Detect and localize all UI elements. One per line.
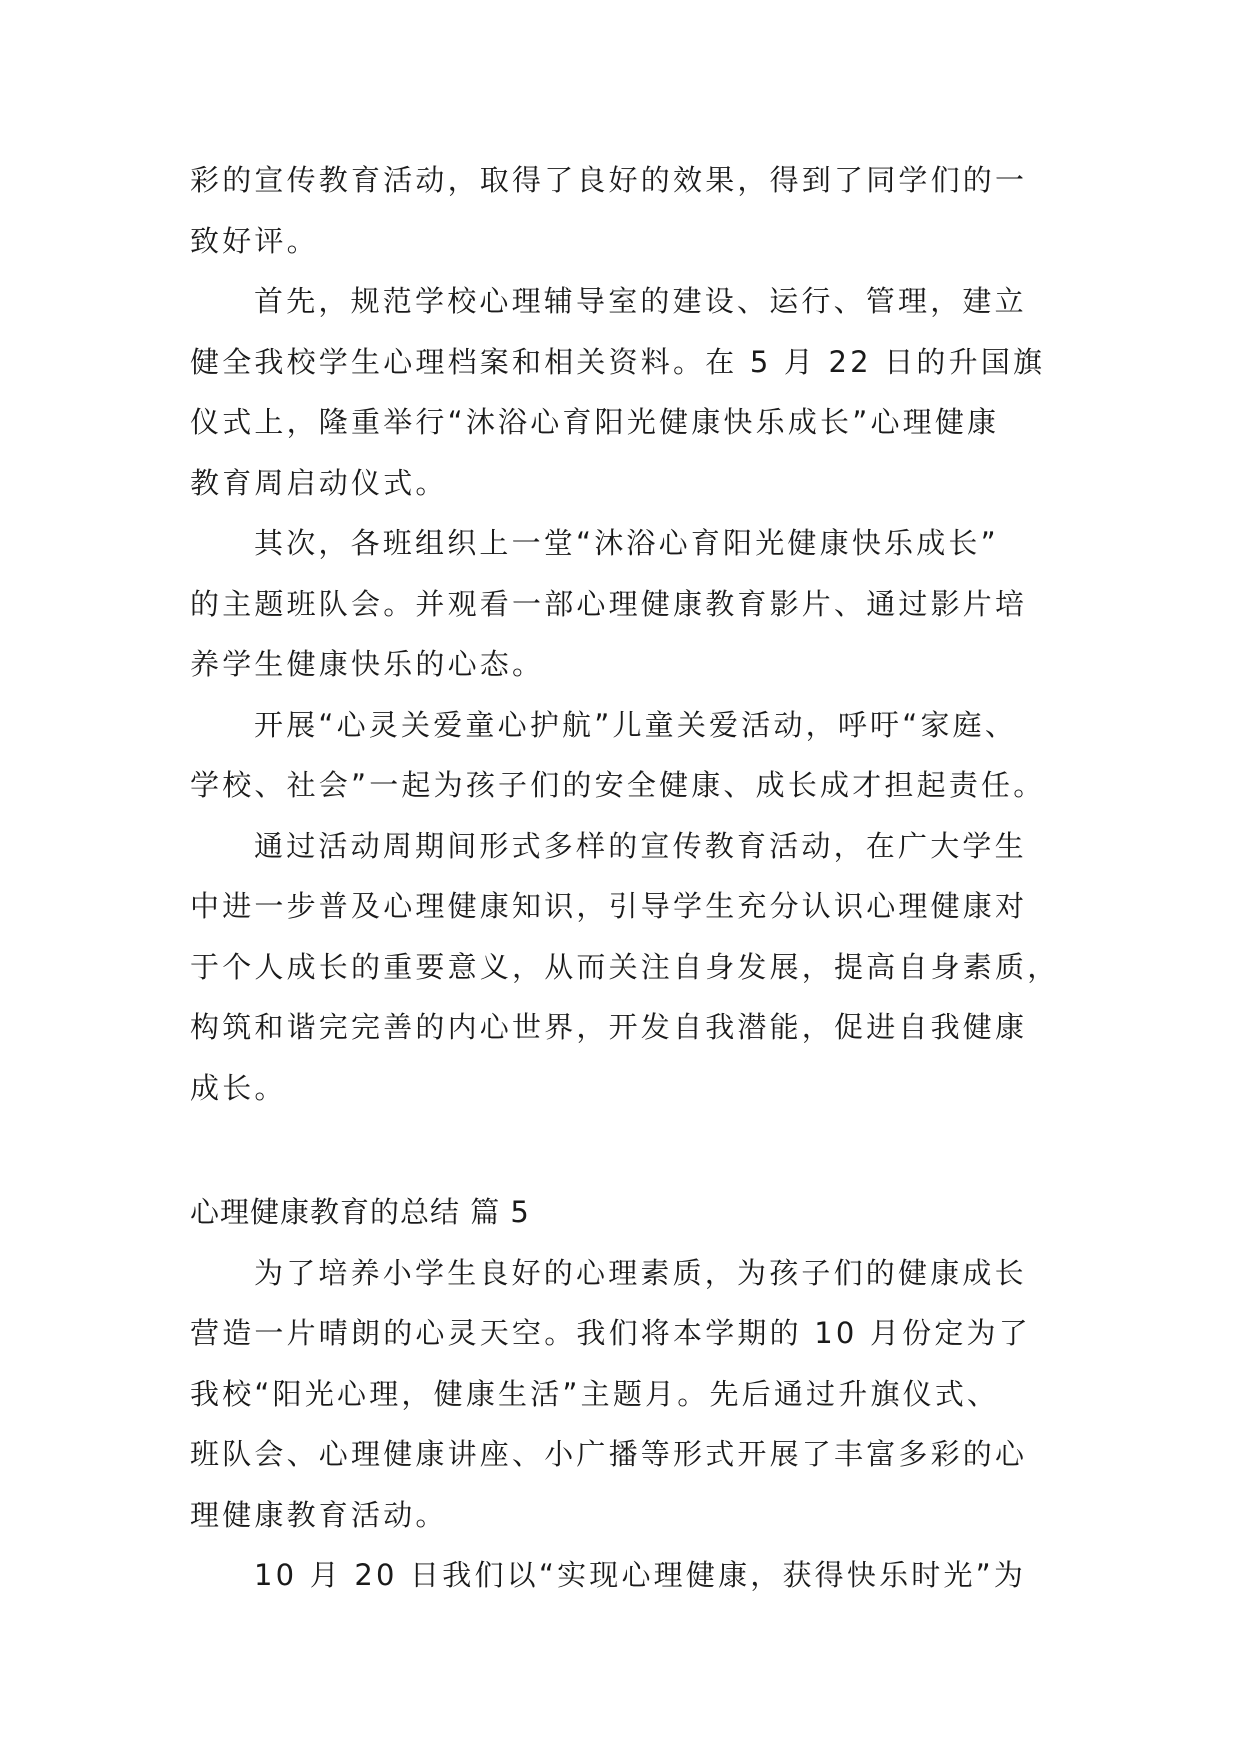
- text-line: 构筑和谐完完善的内心世界，开发自我潜能，促进自我健康: [190, 1010, 1028, 1044]
- section-heading: 心理健康教育的总结 篇 5: [190, 1195, 530, 1229]
- text-line: 于个人成长的重要意义，从而关注自身发展，提高自身素质，: [190, 949, 1060, 984]
- text-line: 营造一片晴朗的心灵天空。我们将本学期的 10 月份定为了: [190, 1316, 1031, 1350]
- paragraph-first-line: 10 月 20 日我们以“实现心理健康，获得快乐时光”为: [254, 1558, 1027, 1592]
- text-line: 中进一步普及心理健康知识，引导学生充分认识心理健康对: [190, 889, 1028, 923]
- text-line: 养学生健康快乐的心态。: [190, 647, 545, 681]
- paragraph-first-line: 为了培养小学生良好的心理素质，为孩子们的健康成长: [254, 1255, 1027, 1290]
- text-line: 成长。: [190, 1070, 287, 1105]
- text-line: 班队会、心理健康讲座、小广播等形式开展了丰富多彩的心: [190, 1437, 1028, 1471]
- section-spacer: [190, 1118, 1070, 1182]
- paragraph-first-line: 首先，规范学校心理辅导室的建设、运行、管理，建立: [254, 284, 1027, 318]
- paragraph-first-line: 其次，各班组织上一堂“沐浴心育阳光健康快乐成长”: [254, 526, 999, 560]
- text-line: 致好评。: [190, 223, 319, 258]
- paragraph-first-line: 开展“心灵关爱童心护航”儿童关爱活动，呼吁“家庭、: [254, 707, 1018, 742]
- document-page: [190, 150, 1070, 1606]
- text-line: 健全我校学生心理档案和相关资料。在 5 月 22 日的升国旗: [190, 344, 1046, 379]
- text-line: 仪式上，隆重举行“沐浴心育阳光健康快乐成长”心理健康: [190, 405, 1000, 439]
- text-line: 学校、社会”一起为孩子们的安全健康、成长成才担起责任。: [190, 768, 1046, 802]
- text-line: 的主题班队会。并观看一部心理健康教育影片、通过影片培: [190, 586, 1028, 621]
- paragraph-first-line: 通过活动周期间形式多样的宣传教育活动，在广大学生: [254, 828, 1027, 863]
- text-line: 教育周启动仪式。: [190, 465, 448, 500]
- text-line: 彩的宣传教育活动，取得了良好的效果，得到了同学们的一: [190, 163, 1028, 197]
- text-line: 我校“阳光心理，健康生活”主题月。先后通过升旗仪式、: [190, 1376, 1000, 1411]
- text-line: 理健康教育活动。: [190, 1497, 448, 1532]
